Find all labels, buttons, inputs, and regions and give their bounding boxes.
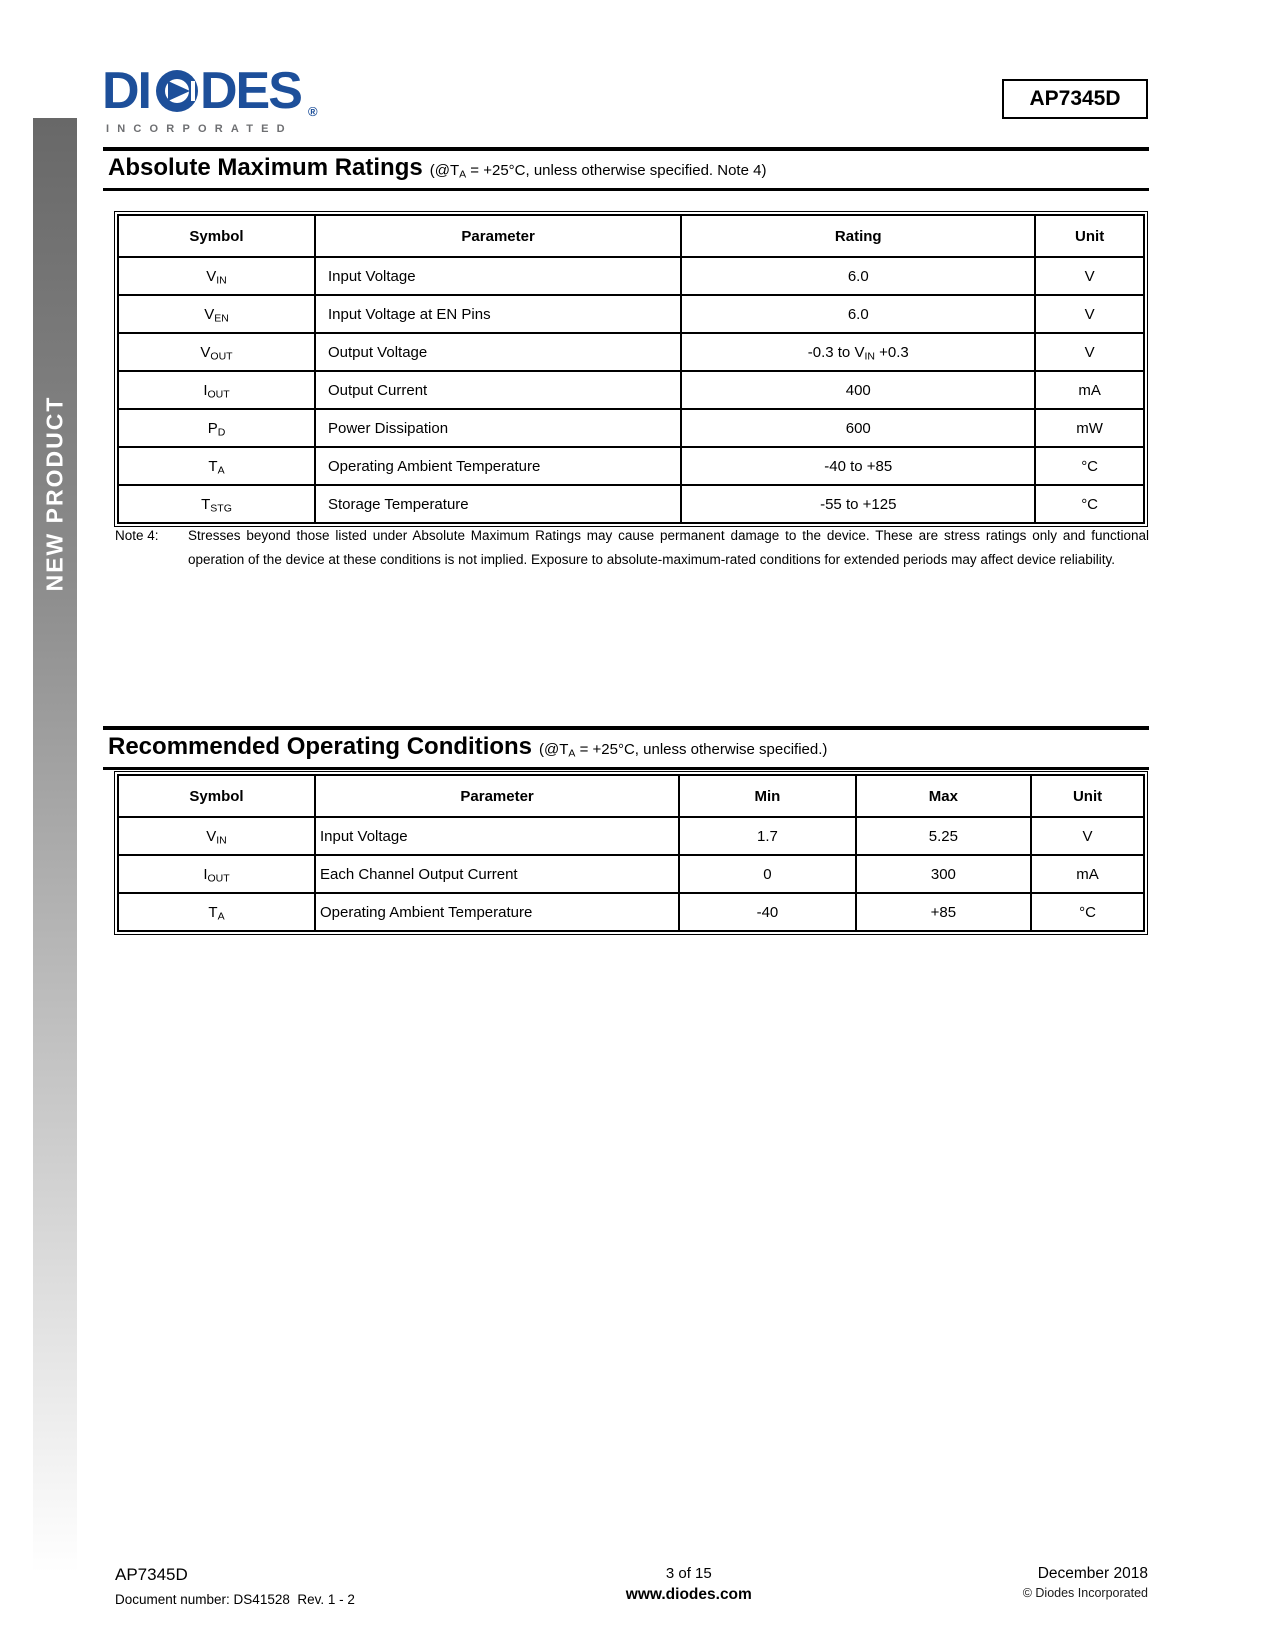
registered-mark: ® — [308, 104, 318, 119]
note-4 — [115, 524, 1149, 572]
new-product-label: NEW PRODUCT — [41, 395, 68, 591]
column-header-symbol: Symbol — [118, 775, 315, 817]
parameter-cell: Operating Ambient Temperature — [315, 447, 681, 485]
symbol-cell: $V_{OUT}$ — [118, 333, 315, 371]
unit-cell: °C — [1035, 447, 1144, 485]
table-row — [118, 817, 1144, 855]
logo-incorporated-text: INCORPORATED — [106, 123, 293, 135]
parameter-cell: Input Voltage at EN Pins — [315, 295, 681, 333]
column-header-unit: Unit — [1031, 775, 1144, 817]
table-row — [118, 371, 1144, 409]
note-label: Note 4: — [115, 528, 159, 543]
part-number-box — [1002, 79, 1148, 119]
section-subtitle: ($@T_A = +25^\circ C$, unless otherwise specified.) — [539, 741, 828, 760]
unit-cell: V — [1035, 295, 1144, 333]
rating-cell: -0.3 to $V_{IN} +0.3$ — [681, 333, 1035, 371]
part-number: AP7345D — [1029, 87, 1121, 110]
symbol-cell: $V_{IN}$ — [118, 257, 315, 295]
max-cell: 300 — [856, 855, 1031, 893]
footer-copyright: © Diodes Incorporated — [1022, 1586, 1148, 1600]
svg-text:DES: DES — [200, 62, 301, 120]
section-title: Recommended Operating Conditions — [108, 733, 533, 760]
max-cell: +85 — [856, 893, 1031, 931]
rating-cell: 600 — [681, 409, 1035, 447]
footer-center — [626, 1565, 752, 1604]
table-row — [118, 447, 1144, 485]
table-header-row — [118, 775, 1144, 817]
column-header-symbol: Symbol — [118, 215, 315, 257]
footer-document-number: Document number: DS41528 Rev. 1 - 2 — [115, 1592, 355, 1607]
unit-cell: V — [1035, 257, 1144, 295]
symbol-cell: $T_{STG}$ — [118, 485, 315, 523]
unit-cell: mW — [1035, 409, 1144, 447]
new-product-label-box — [33, 395, 77, 591]
symbol-cell: $T_A$ — [118, 893, 315, 931]
rating-cell: 6.0 — [681, 295, 1035, 333]
symbol-cell: $T_A$ — [118, 447, 315, 485]
new-product-sidebar — [33, 118, 77, 1618]
section-heading-recommended-operating-conditions — [103, 726, 1149, 770]
unit-cell: mA — [1035, 371, 1144, 409]
parameter-cell: Output Voltage — [315, 333, 681, 371]
parameter-cell: Each Channel Output Current — [315, 855, 679, 893]
column-header-unit: Unit — [1035, 215, 1144, 257]
note-text: Stresses beyond those listed under Absolute Maximum Ratings may cause permanent damage to the device. These are stress ratings only and functional operation of the device at these conditions is not implied. Exposure to absolute-maximum-rated conditions for extended periods may affect device reliability. — [188, 528, 1149, 567]
table-row — [118, 333, 1144, 371]
page-footer — [115, 1565, 1148, 1607]
parameter-cell: Power Dissipation — [315, 409, 681, 447]
min-cell: 1.7 — [679, 817, 855, 855]
parameter-cell: Operating Ambient Temperature — [315, 893, 679, 931]
diodes-logo — [104, 62, 324, 138]
column-header-min: Min — [679, 775, 855, 817]
parameter-cell: Output Current — [315, 371, 681, 409]
diodes-logo-icon — [104, 62, 324, 138]
column-header-max: Max — [856, 775, 1031, 817]
table-row — [118, 409, 1144, 447]
symbol-cell: $P_D$ — [118, 409, 315, 447]
rating-cell: -55 to +125 — [681, 485, 1035, 523]
table-row — [118, 295, 1144, 333]
unit-cell: °C — [1031, 893, 1144, 931]
table-row — [118, 893, 1144, 931]
section-title: Absolute Maximum Ratings — [108, 154, 423, 181]
unit-cell: V — [1031, 817, 1144, 855]
table-row — [118, 257, 1144, 295]
footer-part-number: AP7345D — [115, 1565, 188, 1584]
min-cell: -40 — [679, 893, 855, 931]
footer-website-link[interactable]: www.diodes.com — [625, 1586, 752, 1603]
section-heading-absolute-maximum-ratings — [103, 147, 1149, 191]
column-header-rating: Rating — [681, 215, 1035, 257]
max-cell: 5.25 — [856, 817, 1031, 855]
symbol-cell: $I_{OUT}$ — [118, 371, 315, 409]
parameter-cell: Input Voltage — [315, 257, 681, 295]
footer-page-number: 3 of 15 — [665, 1565, 712, 1582]
footer-right — [1023, 1565, 1148, 1600]
table-row — [118, 485, 1144, 523]
table-row — [118, 855, 1144, 893]
unit-cell: °C — [1035, 485, 1144, 523]
column-header-parameter: Parameter — [315, 215, 681, 257]
unit-cell: V — [1035, 333, 1144, 371]
rating-cell: 400 — [681, 371, 1035, 409]
absolute-maximum-ratings-table — [114, 211, 1148, 527]
svg-text:DI: DI — [104, 62, 150, 120]
symbol-cell: $V_{EN}$ — [118, 295, 315, 333]
rating-cell: -40 to +85 — [681, 447, 1035, 485]
symbol-cell: $I_{OUT}$ — [118, 855, 315, 893]
section-subtitle: ($@T_A = +25^\circ C$, unless otherwise specified. Note 4) — [429, 162, 767, 181]
min-cell: 0 — [679, 855, 855, 893]
unit-cell: mA — [1031, 855, 1144, 893]
footer-left — [115, 1565, 355, 1607]
footer-date: December 2018 — [1037, 1565, 1148, 1582]
parameter-cell: Storage Temperature — [315, 485, 681, 523]
rating-cell: 6.0 — [681, 257, 1035, 295]
symbol-cell: $V_{IN}$ — [118, 817, 315, 855]
column-header-parameter: Parameter — [315, 775, 679, 817]
parameter-cell: Input Voltage — [315, 817, 679, 855]
table-header-row — [118, 215, 1144, 257]
recommended-operating-conditions-table — [114, 771, 1148, 935]
